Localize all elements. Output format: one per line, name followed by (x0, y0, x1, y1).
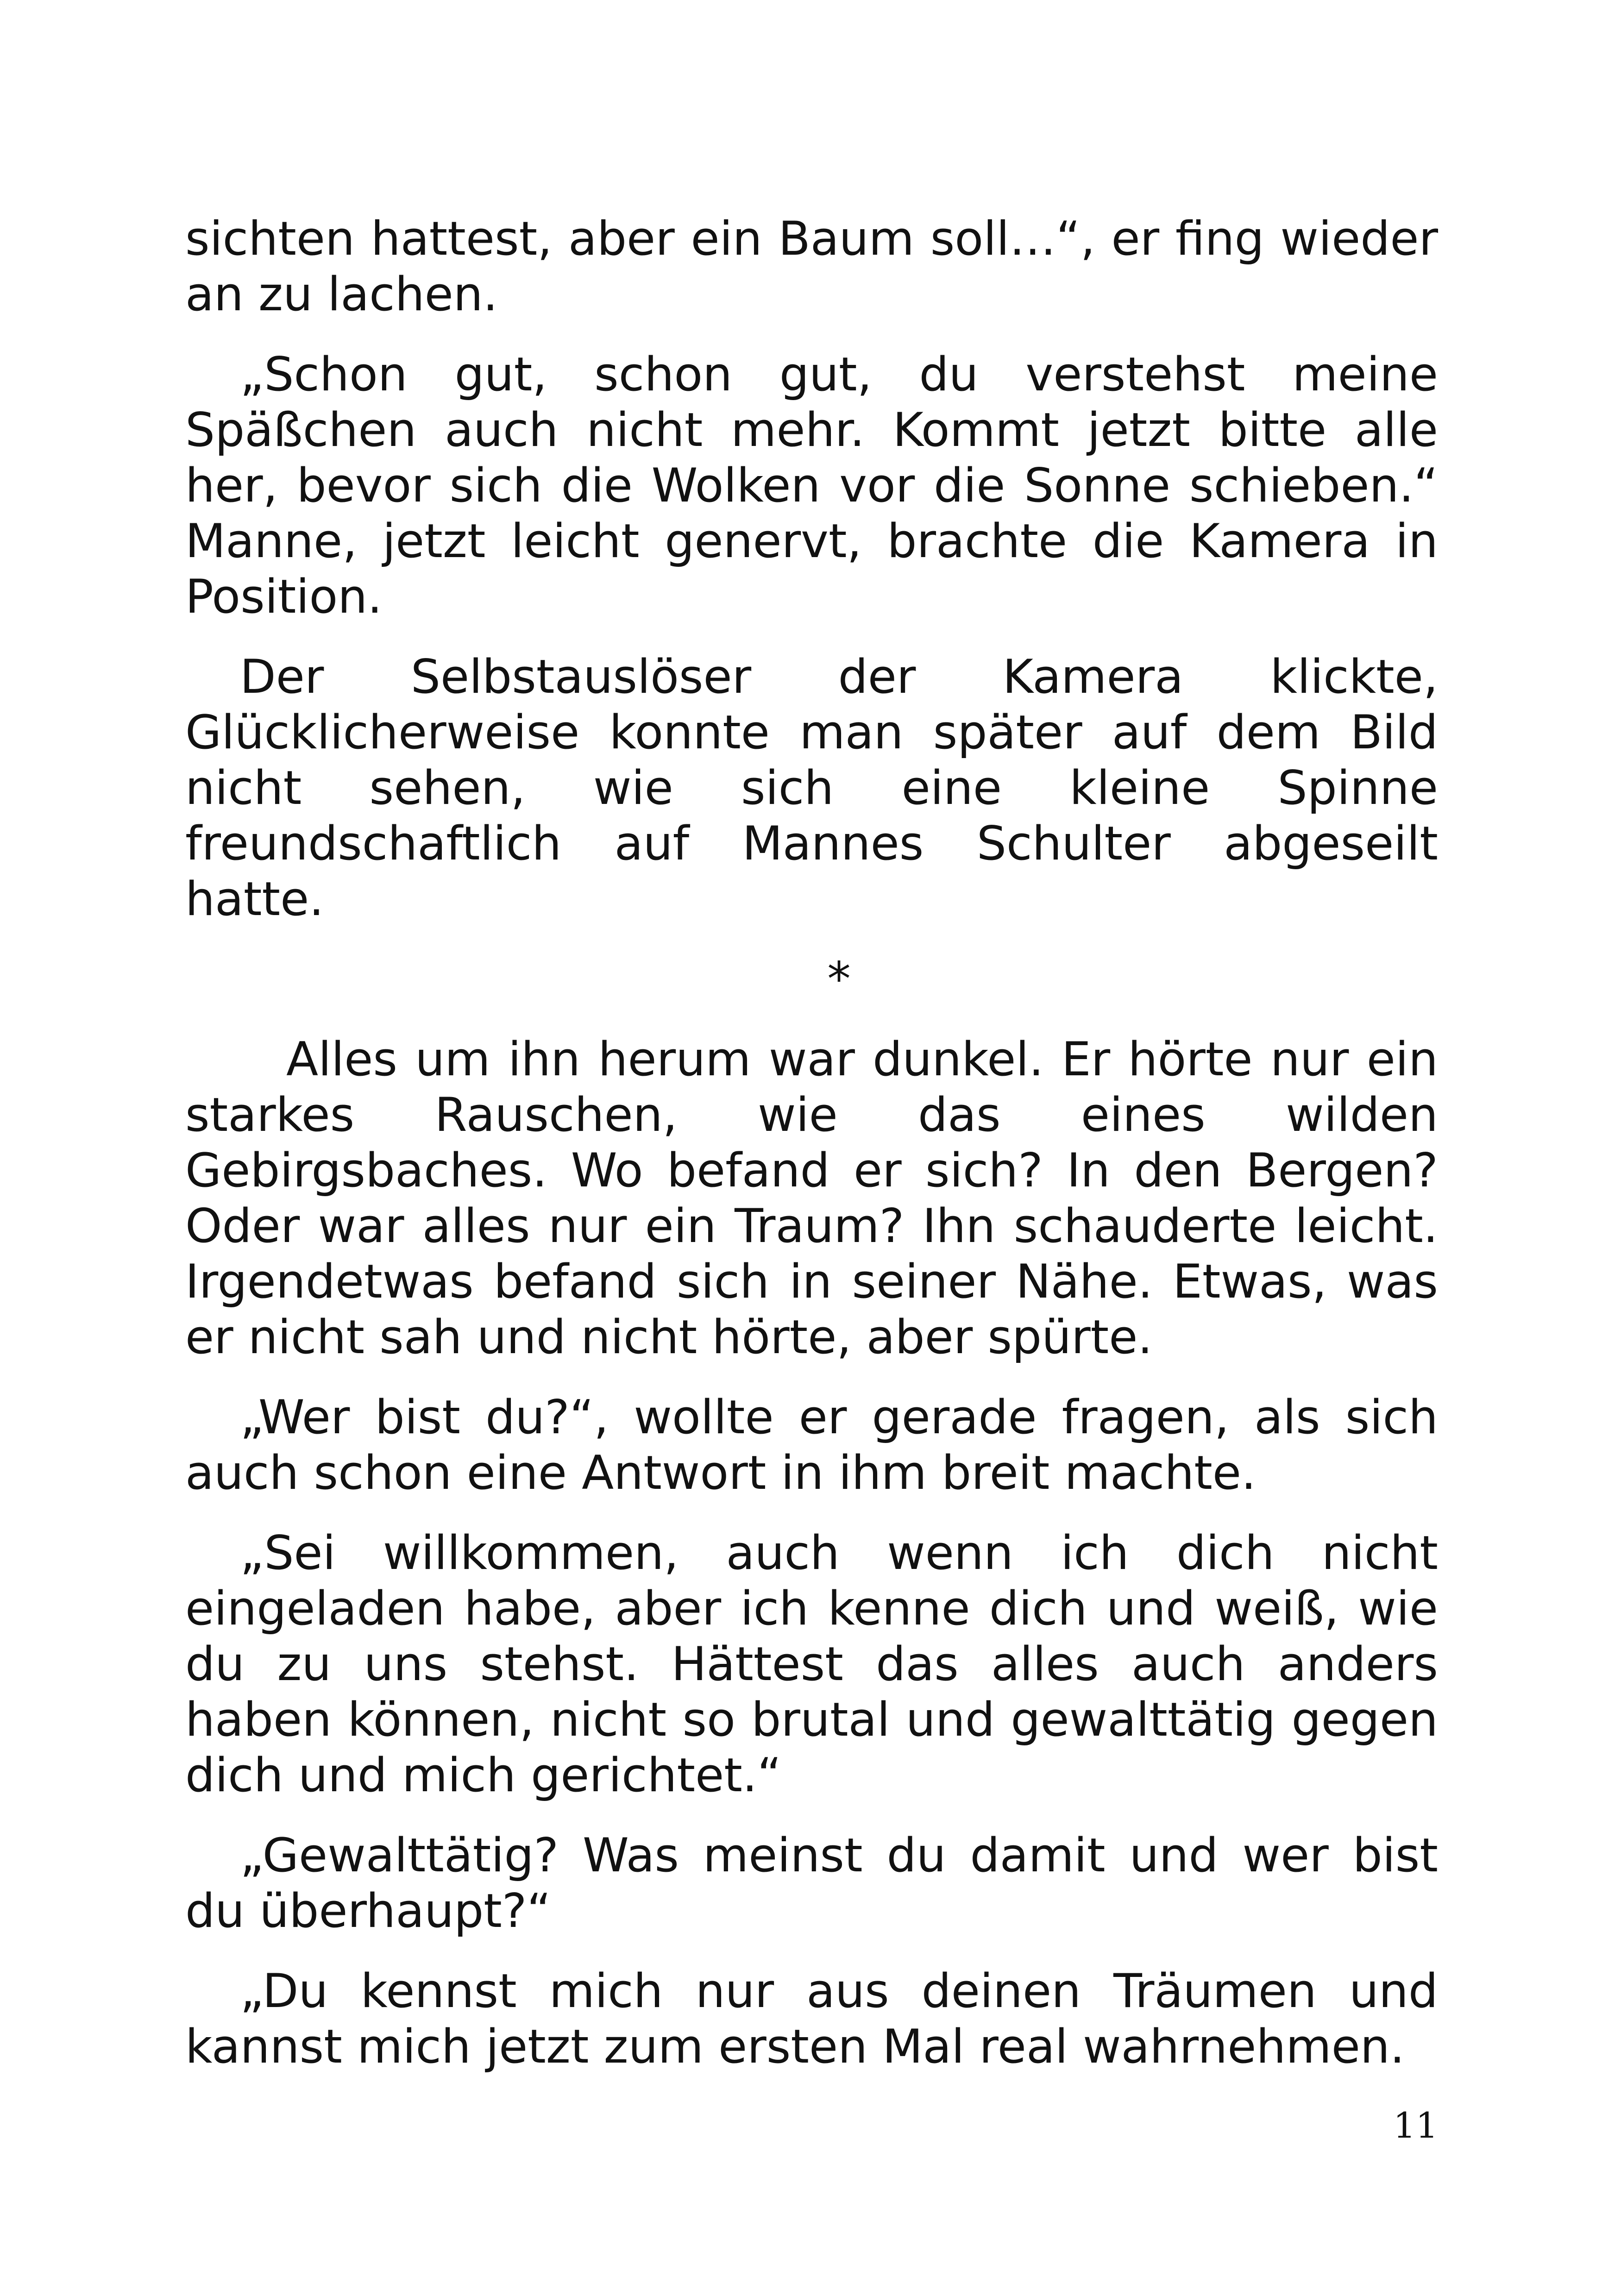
body-text (185, 211, 1438, 2099)
paragraph: „Wer bist du?“, wollte er gerade fragen, als sich auch schon eine Antwort in ihm breit machte. (185, 1390, 1438, 1500)
section-separator: * (827, 952, 851, 1006)
paragraph: Alles um ihn herum war dunkel. Er hörte nur ein starkes Rauschen, wie das eines wilden Gebirgsbaches. Wo befand er sich? In den Bergen? Oder war alles nur ein Traum? Ihn schauderte leicht. Irgendetwas befand sich in seiner Nähe. Etwas, was er nicht sah und nicht hörte, aber spürte. (185, 1032, 1438, 1364)
paragraph: sichten hattest, aber ein Baum soll…“, er fing wieder an zu lachen. (185, 211, 1438, 321)
paragraph: „Schon gut, schon gut, du verstehst meine Späßchen auch nicht mehr. Kommt jetzt bitte alle her, bevor sich die Wolken vor die Sonne schieben.“ Manne, jetzt leicht genervt, brachte die Kamera in Position. (185, 347, 1438, 624)
paragraph: „Sei willkommen, auch wenn ich dich nicht eingeladen habe, aber ich kenne dich und weiß, wie du zu uns stehst. Hättest das alles auch anders haben können, nicht so brutal und gewalttätig gegen dich und mich gerichtet.“ (185, 1525, 1438, 1802)
paragraph: Der Selbstauslöser der Kamera klickte, Glücklicherweise konnte man später auf dem Bild nicht sehen, wie sich eine kleine Spinne freundschaftlich auf Mannes Schulter abgeseilt hatte. (185, 649, 1438, 926)
paragraph: „Gewalttätig? Was meinst du damit und wer bist du überhaupt?“ (185, 1828, 1438, 1938)
paragraph: „Du kennst mich nur aus deinen Träumen und kannst mich jetzt zum ersten Mal real wahrnehmen. (185, 1964, 1438, 2074)
page-number: 11 (1393, 2105, 1438, 2146)
